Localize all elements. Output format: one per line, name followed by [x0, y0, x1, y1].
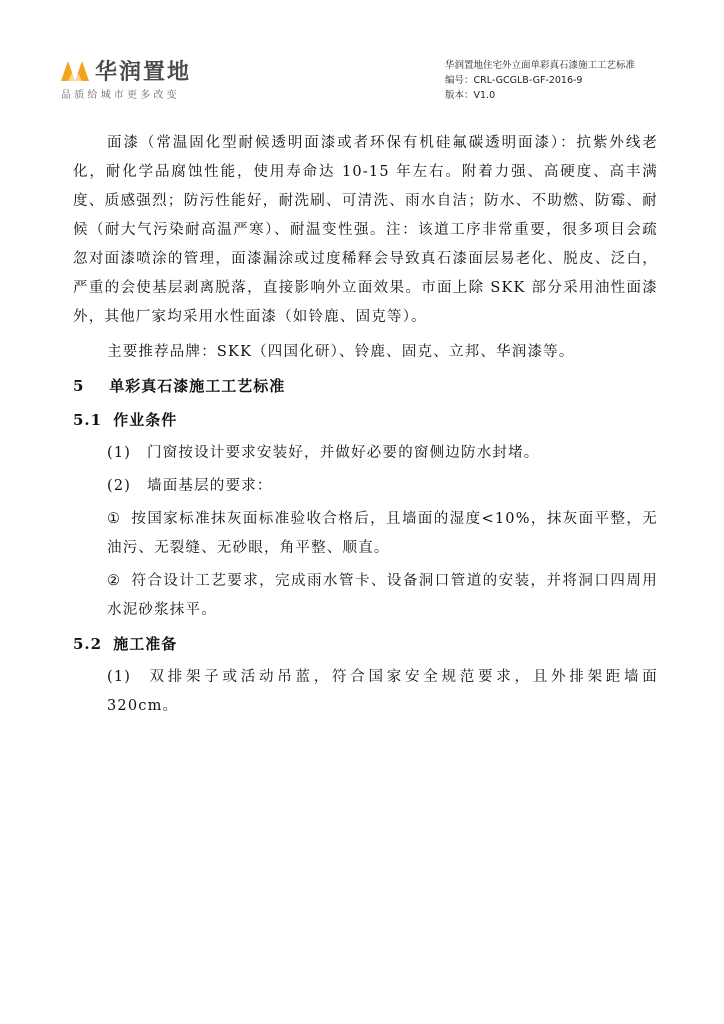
section-heading-5 [73, 372, 658, 401]
document-meta [445, 58, 635, 103]
document-title: 华润置地住宅外立面单彩真石漆施工工艺标准 [445, 60, 636, 71]
section-heading-5-1 [73, 406, 658, 435]
paragraph-brands: 主要推荐品牌：SKK（四国化研）、铃鹿、固克、立邦、华润漆等。 [107, 344, 575, 360]
list-item [107, 472, 658, 501]
document-number: 编号：CRL-GCGLB-GF-2016-9 [445, 75, 583, 86]
section-title: 施工准备 [113, 635, 178, 653]
sub-item-number: ② [107, 573, 122, 589]
item-number: (1) [107, 445, 132, 461]
section-number: 5.2 [73, 635, 103, 653]
item-text: 双排架子或活动吊蓝，符合国家安全规范要求，且外排架距墙面 320cm。 [107, 669, 658, 714]
sub-item-text: 按国家标准抹灰面标准验收合格后，且墙面的湿度<10%，抹灰面平整，无油污、无裂缝、无砂眼，角平整、顺直。 [107, 511, 658, 556]
document-version: 版本：V1.0 [445, 90, 496, 101]
logo-tagline: 品质给城市更多改变 [61, 90, 180, 101]
company-logo [61, 55, 211, 101]
logo-name: 华润置地 [95, 60, 192, 85]
list-item [107, 663, 658, 721]
logo-mark-icon [61, 57, 89, 83]
item-number: (2) [107, 478, 132, 494]
sub-item [107, 567, 658, 625]
item-number: (1) [107, 669, 132, 685]
section-number: 5 [73, 377, 85, 395]
page-header [0, 0, 724, 110]
list-item [107, 439, 658, 468]
item-text: 墙面基层的要求： [147, 478, 273, 494]
section-heading-5-2 [73, 630, 658, 659]
sub-item-text: 符合设计工艺要求，完成雨水管卡、设备洞口管道的安装，并将洞口四周用水泥砂浆抹平。 [107, 573, 658, 618]
section-title: 作业条件 [113, 411, 178, 429]
paragraph-topcoat: 面漆（常温固化型耐候透明面漆或者环保有机硅氟碳透明面漆）：抗紫外线老化，耐化学品腐蚀性能，使用寿命达 10-15 年左右。附着力强、高硬度、高丰满度、质感强烈；防污性能好，耐洗刷、可清洗、雨水自洁；防水、不助燃、防霉、耐候（耐大气污染耐高温严寒）、耐温变性强。注：该道工序非常重要，很多项目会疏忽对面漆喷涂的管理，面漆漏涂或过度稀释会导致真石漆面层易老化、脱皮、泛白，严重的会使基层剥离脱落，直接影响外立面效果。市面上除 SKK 部分采用油性面漆外，其他厂家均采用水性面漆（如铃鹿、固克等）。 [73, 135, 658, 325]
document-body [73, 129, 658, 721]
item-text: 门窗按设计要求安装好，并做好必要的窗侧边防水封堵。 [147, 445, 540, 461]
sub-item-number: ① [107, 511, 122, 527]
sub-item [107, 505, 658, 563]
section-number: 5.1 [73, 411, 103, 429]
section-title: 单彩真石漆施工工艺标准 [109, 377, 286, 395]
